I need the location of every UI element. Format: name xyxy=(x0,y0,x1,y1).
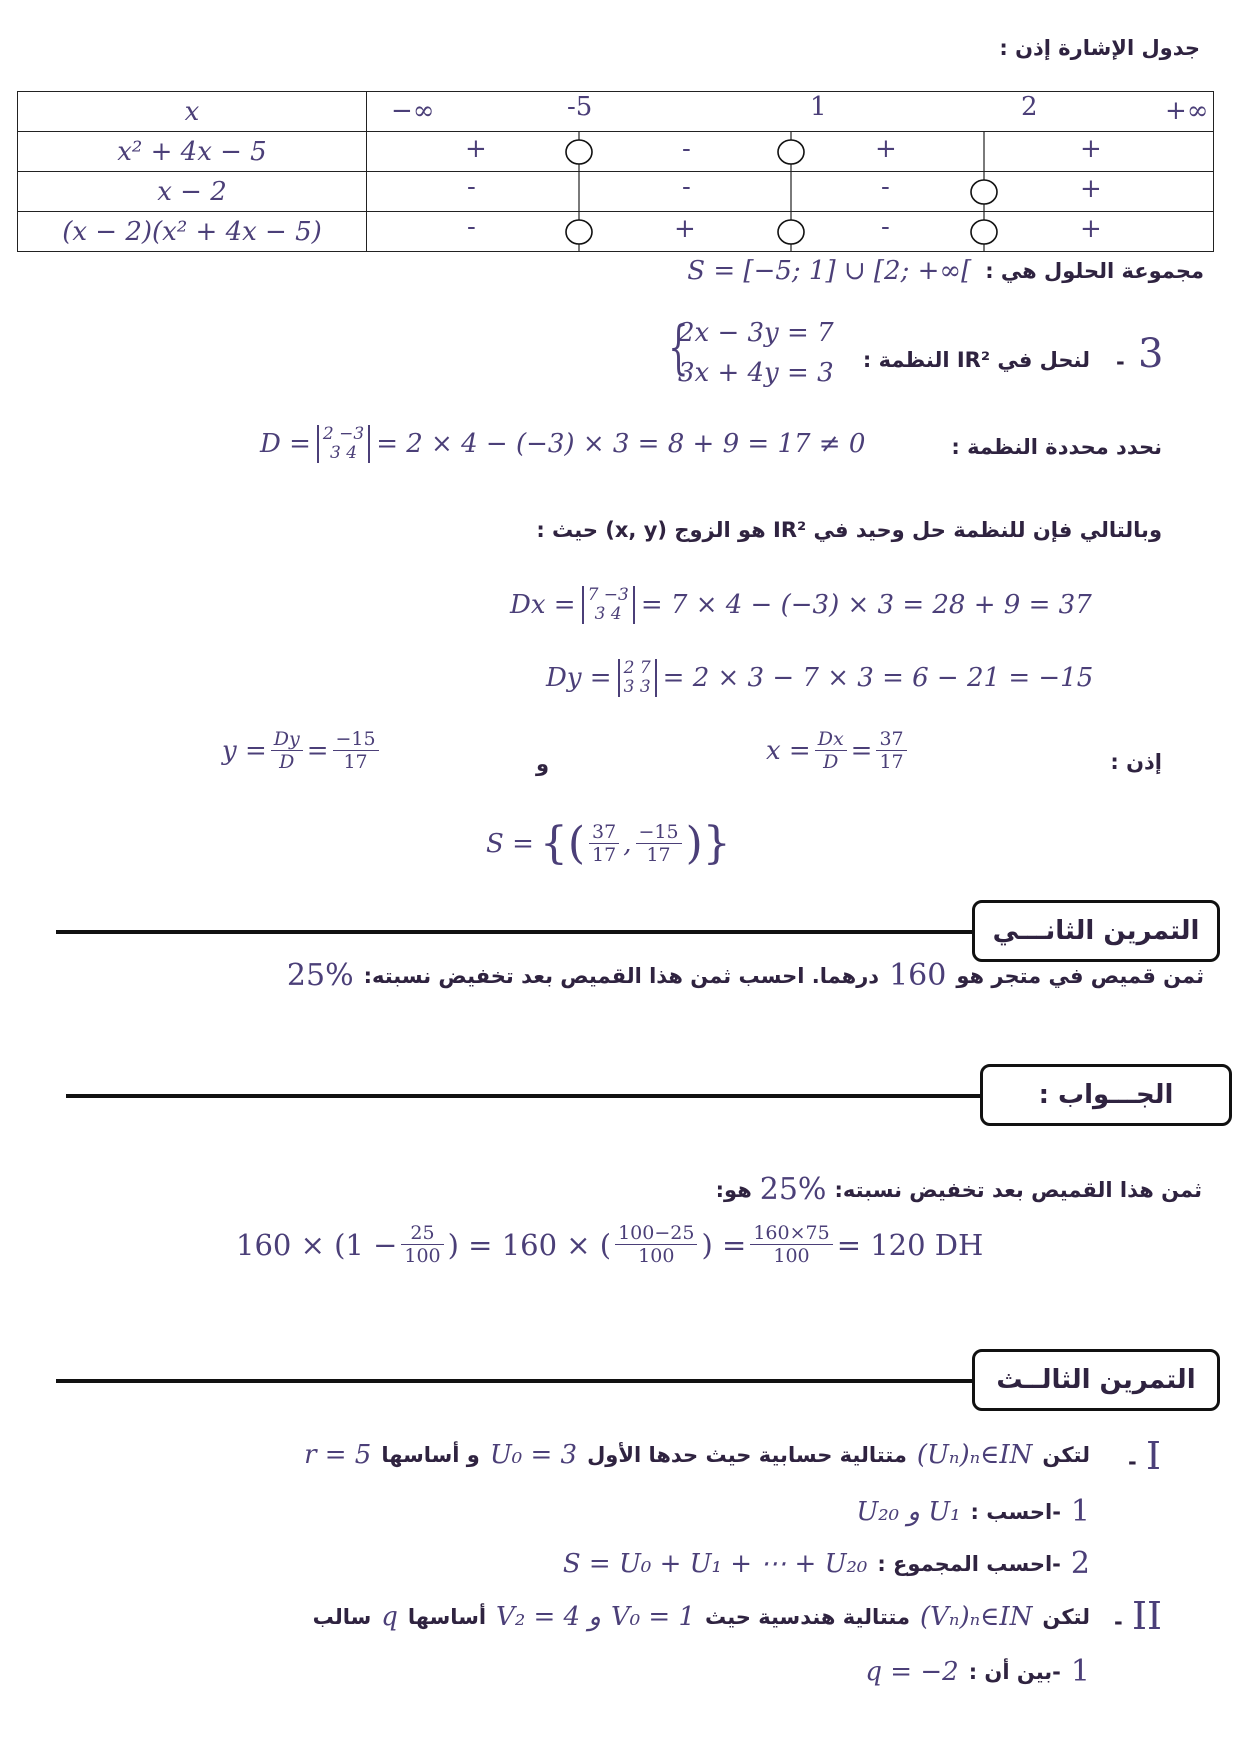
header-label: x xyxy=(18,92,367,132)
row-label-product: (x − 2)(x² + 4x − 5) xyxy=(18,212,367,252)
sign: + xyxy=(875,134,897,164)
part3-number: 3 xyxy=(1138,331,1164,377)
solution-set-1 xyxy=(687,256,1204,286)
ex3-II-text-c: أساسها xyxy=(407,1605,487,1629)
x-eq: x = xyxy=(766,735,811,766)
dy-matrix xyxy=(618,659,657,697)
answer-discount: 25% xyxy=(759,1172,827,1207)
point-minus-inf: −∞ xyxy=(391,96,435,126)
frac-den: 100 xyxy=(773,1245,810,1267)
y-value xyxy=(222,728,383,773)
frac-num: 100−25 xyxy=(615,1222,697,1245)
equals-sign: = xyxy=(850,735,873,766)
calc-part-b: ) = 160 × ( xyxy=(447,1227,612,1262)
ex3-II-text-a: لتكن xyxy=(1042,1605,1090,1629)
det-expression xyxy=(260,425,865,463)
ex3-I2-math: S = U₀ + U₁ + ⋯ + U₂₀ xyxy=(562,1548,868,1579)
part3-intro: لنحل في IR² النظمة : xyxy=(862,348,1090,372)
ex3-I1-text: -احسب : xyxy=(970,1499,1061,1524)
sign: - xyxy=(881,212,890,242)
row-signs-product xyxy=(367,212,1214,252)
dx-matrix xyxy=(582,586,635,624)
det-prefix: D = xyxy=(260,429,311,459)
header-values-cell xyxy=(367,92,1214,132)
frac-den: 17 xyxy=(592,844,617,866)
sign: + xyxy=(1080,134,1102,164)
exercise3-title: التمرين الثالــث xyxy=(972,1349,1220,1411)
so-label: إذن : xyxy=(1110,750,1162,774)
and-word: و xyxy=(536,752,550,776)
calc-frac3 xyxy=(750,1222,832,1267)
det-matrix-row2: 3 4 xyxy=(330,443,358,463)
row-label-linear: x − 2 xyxy=(18,172,367,212)
solution-set-label: مجموعة الحلول هي : xyxy=(985,259,1204,283)
ex3-I-number: I xyxy=(1146,1434,1162,1478)
ex3-I-text-c: و أساسها xyxy=(381,1443,480,1467)
answer-text-a: ثمن هذا القميص بعد تخفيض نسبته: xyxy=(834,1177,1202,1202)
sign: - xyxy=(682,172,691,202)
ex3-I-u0: U₀ = 3 xyxy=(489,1440,578,1470)
dx-expression xyxy=(510,586,1092,624)
zero-circle xyxy=(971,220,997,244)
brace-open: {( xyxy=(539,818,586,869)
exercise3-rule xyxy=(56,1379,976,1383)
exercise2-title: التمرين الثانـــي xyxy=(972,900,1220,962)
dx-matrix-row2: 3 4 xyxy=(594,604,622,624)
point-1: 1 xyxy=(810,92,827,122)
comma: , xyxy=(623,828,632,859)
dy-matrix-row1: 2 7 xyxy=(623,658,651,678)
S-frac1 xyxy=(589,821,619,866)
zero-circle xyxy=(566,140,592,164)
frac-num: Dy xyxy=(271,728,303,751)
ex3-II1-text: -بين أن : xyxy=(968,1659,1061,1684)
sign: + xyxy=(1080,174,1102,204)
point-plus-inf: +∞ xyxy=(1165,96,1209,126)
ex3-II-v2: و V₂ = 4 xyxy=(496,1602,601,1632)
calc-part-c: ) = xyxy=(701,1227,747,1262)
frac-num: Dx xyxy=(815,728,847,751)
ex3-I2-num: 2 xyxy=(1070,1546,1090,1581)
ex3-II-q: q xyxy=(381,1602,398,1632)
y-frac2 xyxy=(333,728,379,773)
frac-den: 100 xyxy=(638,1245,675,1267)
ex3-II-statement xyxy=(313,1602,1090,1632)
answer-calculation xyxy=(236,1222,983,1267)
y-eq: y = xyxy=(222,735,267,766)
solution-set-value: S = [−5; 1] ∪ [2; +∞[ xyxy=(687,256,972,286)
ex3-I1-num: 1 xyxy=(1070,1494,1090,1529)
ex3-II1-math: q = −2 xyxy=(865,1656,959,1687)
ex3-II-number: II xyxy=(1132,1594,1163,1638)
exercise2-text-b: درهما. احسب ثمن هذا القميص بعد تخفيض نسبته: xyxy=(363,963,880,988)
sign: + xyxy=(674,214,696,244)
zero-circle xyxy=(566,220,592,244)
x-value xyxy=(766,728,911,773)
dx-prefix: Dx = xyxy=(510,590,576,620)
y-frac1 xyxy=(271,728,303,773)
ex3-I-r: r = 5 xyxy=(304,1440,372,1470)
dy-expression xyxy=(546,659,1093,697)
S-frac2 xyxy=(636,821,682,866)
S-prefix: S = xyxy=(486,828,534,859)
sign-row-linear xyxy=(18,172,1214,212)
frac-den: 17 xyxy=(879,751,904,773)
frac-num: −15 xyxy=(636,821,682,844)
dy-rest: = 2 × 3 − 7 × 3 = 6 − 21 = −15 xyxy=(662,663,1094,693)
frac-num: −15 xyxy=(333,728,379,751)
part3-dash: - xyxy=(1116,350,1125,374)
zero-circle xyxy=(778,220,804,244)
frac-den: D xyxy=(823,751,839,773)
sign-row-quadratic xyxy=(18,132,1214,172)
system-eq2: 3x + 4y = 3 xyxy=(678,358,834,388)
answer-line xyxy=(716,1172,1202,1207)
ex3-I-dash: - xyxy=(1128,1450,1137,1474)
brace-close: )} xyxy=(685,818,731,869)
unique-solution-text: وبالتالي فإن للنظمة حل وحيد في IR² هو الزوج (x, y) حيث : xyxy=(536,518,1162,542)
sign-table-header-row xyxy=(18,92,1214,132)
frac-den: 17 xyxy=(343,751,368,773)
sign: - xyxy=(467,172,476,202)
equals-sign: = xyxy=(306,735,329,766)
ex3-I-statement xyxy=(304,1440,1090,1470)
frac-num: 160×75 xyxy=(750,1222,832,1245)
ex3-II-dash: - xyxy=(1114,1610,1123,1634)
dy-matrix-row2: 3 3 xyxy=(623,677,651,697)
ex3-II1-num: 1 xyxy=(1070,1654,1090,1689)
frac-num: 37 xyxy=(589,821,619,844)
system-solution-set xyxy=(486,818,731,869)
sign: - xyxy=(682,134,691,164)
det-label: نحدد محددة النظمة : xyxy=(951,435,1162,459)
ex3-I-text-a: لتكن xyxy=(1042,1443,1090,1467)
calc-frac2 xyxy=(615,1222,697,1267)
frac-num: 25 xyxy=(401,1222,443,1245)
exercise2-rule xyxy=(56,930,976,934)
calc-frac1 xyxy=(401,1222,443,1267)
sign-table xyxy=(17,91,1214,252)
det-matrix-row1: 2 −3 xyxy=(322,424,365,444)
row-label-quadratic: x² + 4x − 5 xyxy=(18,132,367,172)
ex3-I1 xyxy=(856,1494,1090,1529)
zero-circle xyxy=(778,140,804,164)
exercise2-statement xyxy=(287,958,1204,993)
ex3-I1-math: U₁ و U₂₀ xyxy=(856,1496,961,1527)
exercise2-price: 160 xyxy=(889,958,947,993)
dx-matrix-row1: 7 −3 xyxy=(587,585,629,605)
frac-den: 17 xyxy=(646,844,671,866)
row-signs-quadratic xyxy=(367,132,1214,172)
frac-den: D xyxy=(279,751,295,773)
exercise2-text-a: ثمن قميص في متجر هو xyxy=(956,963,1204,988)
frac-den: 100 xyxy=(404,1245,441,1267)
point-minus-5: -5 xyxy=(567,92,593,122)
ex3-II-text-d: سالب xyxy=(312,1605,372,1629)
ex3-I2-text: -احسب المجموع : xyxy=(877,1551,1061,1576)
ex3-II-v0: V₀ = 1 xyxy=(610,1602,695,1632)
x-frac1 xyxy=(815,728,847,773)
ex3-II-seq: (Vₙ)ₙ∈IN xyxy=(920,1602,1033,1632)
answer-rule xyxy=(66,1094,986,1098)
calc-part-a: 160 × (1 − xyxy=(236,1227,398,1262)
exercise2-discount: 25% xyxy=(286,958,354,993)
sign: + xyxy=(1080,214,1102,244)
answer-text-b: هو: xyxy=(715,1177,752,1202)
frac-num: 37 xyxy=(876,728,906,751)
calc-part-d: = 120 DH xyxy=(836,1227,984,1262)
sign: + xyxy=(465,134,487,164)
x-frac2 xyxy=(876,728,906,773)
system-brace: { xyxy=(668,313,689,381)
ex3-II-text-b: متتالية هندسية حيث xyxy=(705,1605,911,1629)
row-signs-linear xyxy=(367,172,1214,212)
ex3-I-seq: (Uₙ)ₙ∈IN xyxy=(916,1440,1033,1470)
system-eq1: 2x − 3y = 7 xyxy=(678,318,834,348)
sign-table-title: جدول الإشارة إذن : xyxy=(999,36,1200,60)
det-matrix xyxy=(317,425,370,463)
ex3-I2 xyxy=(563,1546,1090,1581)
sign-row-product xyxy=(18,212,1214,252)
dy-prefix: Dy = xyxy=(546,663,612,693)
dx-rest: = 7 × 4 − (−3) × 3 = 28 + 9 = 37 xyxy=(640,590,1092,620)
answer-title: الجـــواب : xyxy=(980,1064,1232,1126)
point-2: 2 xyxy=(1021,92,1038,122)
ex3-I-text-b: متتالية حسابية حيث حدها الأول xyxy=(587,1443,907,1467)
det-rest: = 2 × 4 − (−3) × 3 = 8 + 9 = 17 ≠ 0 xyxy=(376,429,866,459)
zero-circle xyxy=(971,180,997,204)
sign: - xyxy=(881,172,890,202)
sign: - xyxy=(467,212,476,242)
ex3-II1 xyxy=(865,1654,1090,1689)
